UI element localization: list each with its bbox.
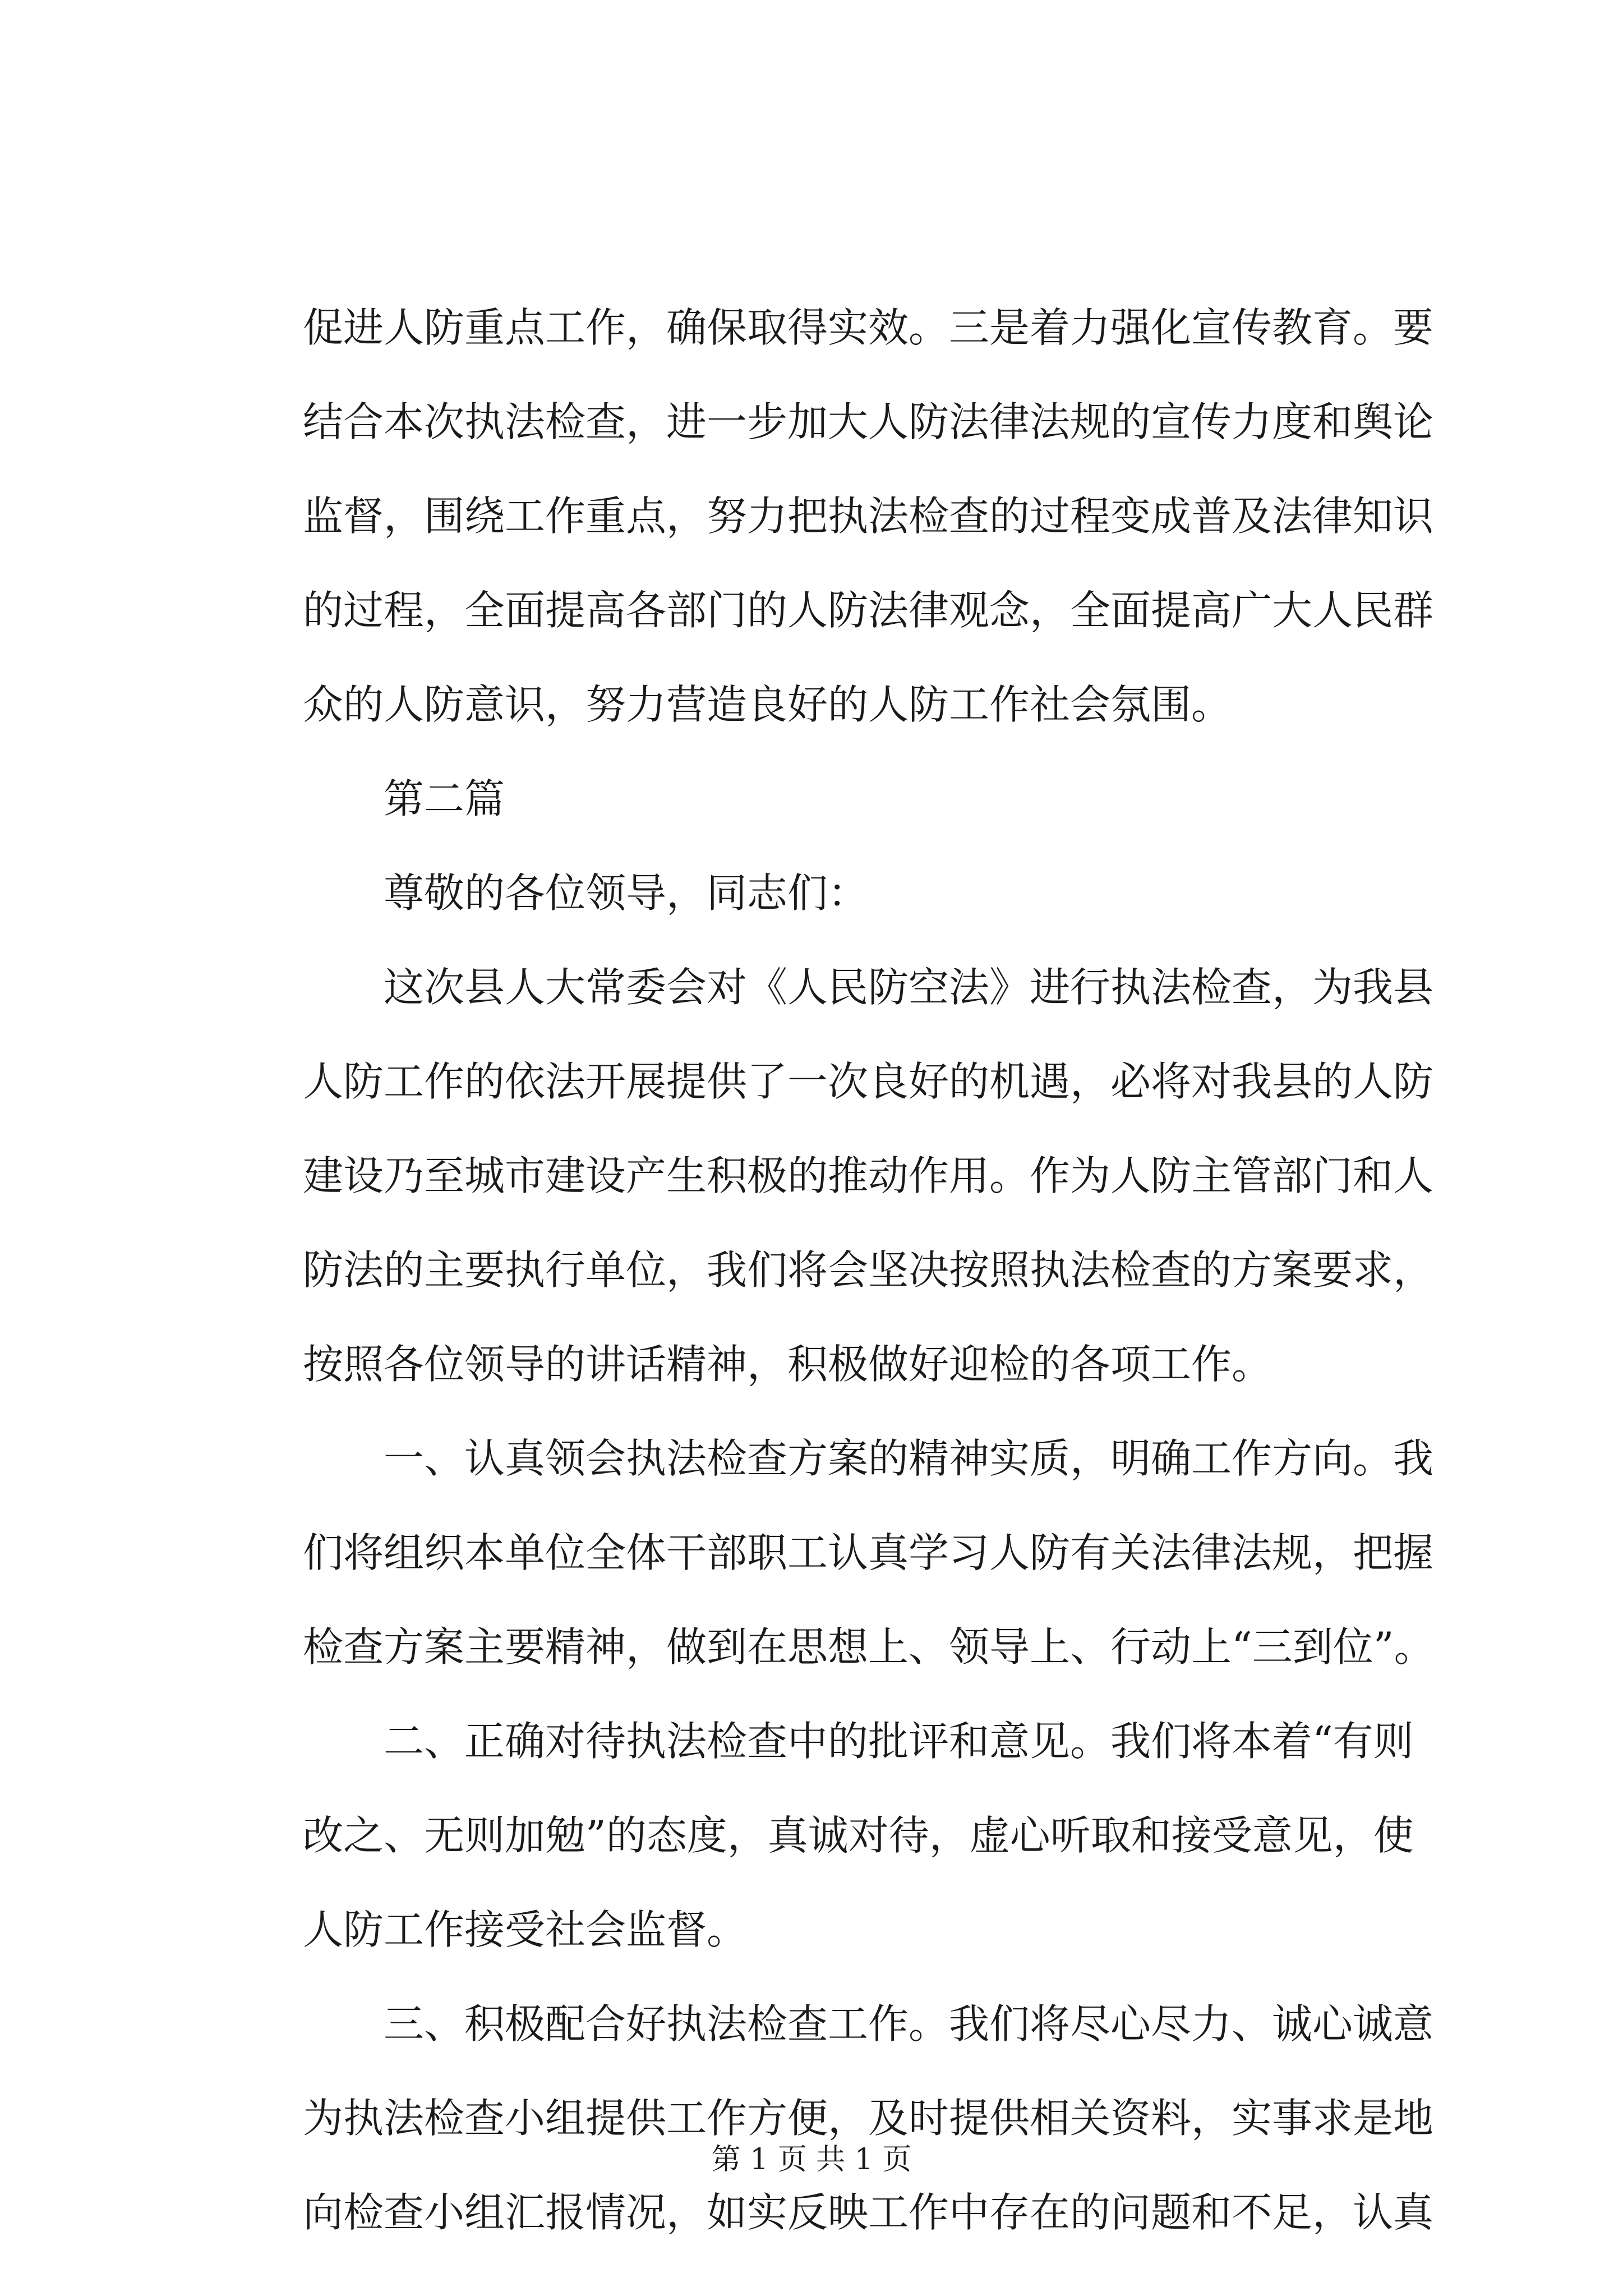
text-line: 一、认真领会执法检查方案的精神实质，明确工作方向。我 bbox=[384, 1435, 1434, 1482]
section-heading: 第二篇 bbox=[384, 775, 505, 822]
text-line: 众的人防意识，努力营造良好的人防工作社会氛围。 bbox=[303, 681, 1232, 728]
text-line: 人防工作接受社会监督。 bbox=[303, 1906, 748, 1953]
salutation: 尊敬的各位领导，同志们： bbox=[384, 869, 869, 917]
text-line: 结合本次执法检查，进一步加大人防法律法规的宣传力度和舆论 bbox=[303, 398, 1434, 445]
text-line: 检查方案主要精神，做到在思想上、领导上、行动上“三到位”。 bbox=[303, 1623, 1435, 1671]
text-line: 三、积极配合好执法检查工作。我们将尽心尽力、诚心诚意 bbox=[384, 2000, 1434, 2047]
text-line: 促进人防重点工作，确保取得实效。三是着力强化宣传教育。要 bbox=[303, 304, 1434, 351]
text-line: 防法的主要执行单位，我们将会坚决按照执法检查的方案要求， bbox=[303, 1246, 1434, 1294]
text-line: 改之、无则加勉”的态度，真诚对待，虚心听取和接受意见，使 bbox=[303, 1812, 1414, 1859]
text-line: 为执法检查小组提供工作方便，及时提供相关资料，实事求是地 bbox=[303, 2095, 1434, 2142]
document-body bbox=[303, 297, 1435, 2243]
page-footer bbox=[0, 2143, 1623, 2177]
text-line: 人防工作的依法开展提供了一次良好的机遇，必将对我县的人防 bbox=[303, 1058, 1434, 1105]
text-line: 们将组织本单位全体干部职工认真学习人防有关法律法规，把握 bbox=[303, 1529, 1434, 1576]
page-number: 第 1 页 共 1 页 bbox=[711, 2143, 912, 2177]
text-line: 二、正确对待执法检查中的批评和意见。我们将本着“有则 bbox=[384, 1718, 1414, 1765]
text-line: 监督，围绕工作重点，努力把执法检查的过程变成普及法律知识 bbox=[303, 493, 1434, 540]
text-line: 建设乃至城市建设产生积极的推动作用。作为人防主管部门和人 bbox=[303, 1152, 1434, 1199]
text-line: 这次县人大常委会对《人民防空法》进行执法检查，为我县 bbox=[384, 964, 1434, 1011]
text-line: 向检查小组汇报情况，如实反映工作中存在的问题和不足，认真 bbox=[303, 2189, 1434, 2236]
text-line: 按照各位领导的讲话精神，积极做好迎检的各项工作。 bbox=[303, 1341, 1272, 1388]
text-line: 的过程，全面提高各部门的人防法律观念，全面提高广大人民群 bbox=[303, 587, 1434, 634]
